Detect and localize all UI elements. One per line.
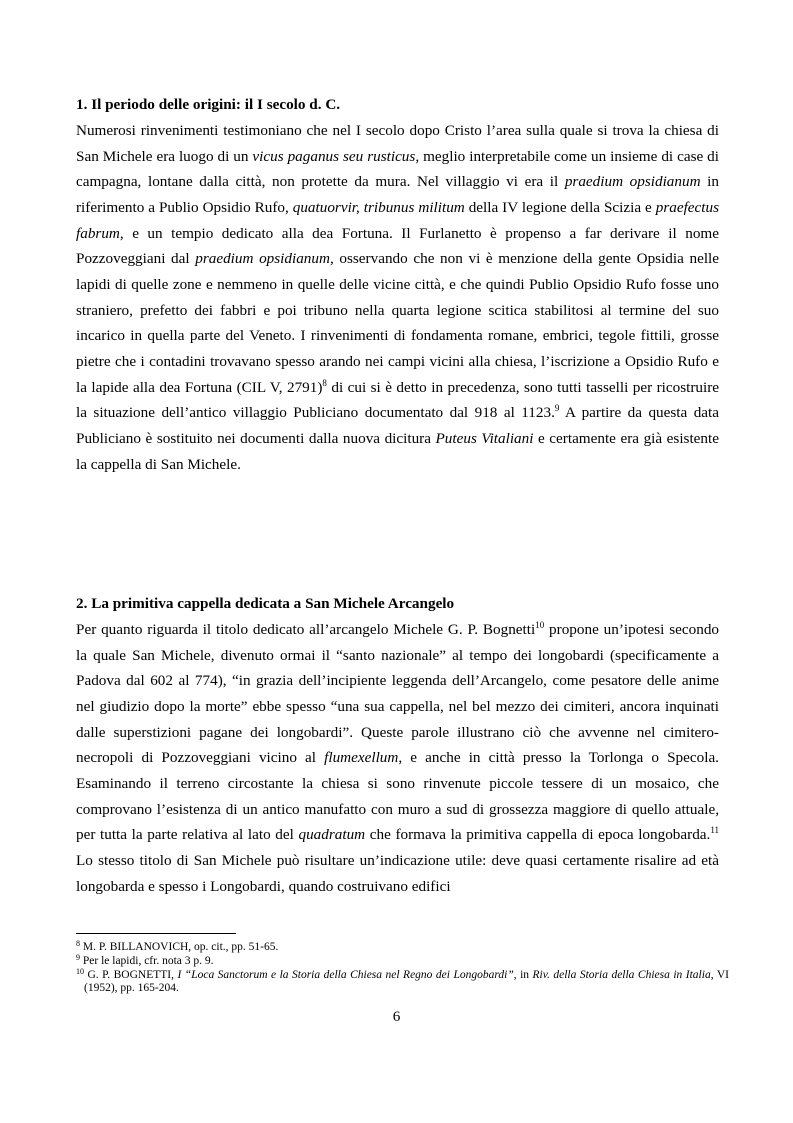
footnote-10: $^{10}$ G. P. BOGNETTI, I “Loca Sanctorum e la Storia della Chiesa nel Regno dei Longobardi”, in Riv. della Storia della Chiesa in Italia, VI (1952), pp. 165-204. [76, 967, 729, 994]
section-2-heading: 2. La primitiva cappella dedicata a San Michele Arcangelo [76, 595, 455, 612]
footnote-ref-9: 9 [554, 403, 560, 414]
section-1-paragraph: Numerosi rinvenimenti testimoniano che nel I secolo dopo Cristo l’area sulla quale si trova la chiesa di San Michele era luogo di un vicus paganus seu rusticus, meglio interpretabile come un insieme di case di campagna, lontane dalla città, non protette da mura. Nel villaggio vi era il praedium opsidianum in riferimento a Publio Opsidio Rufo, quatuorvir, tribunus militum della IV legione della Scizia e praefectus fabrum, e un tempio dedicato alla dea Fortuna. Il Furlanetto è propenso a far derivare il nome Pozzoveggiani dal praedium opsidianum, osservando che non vi è menzione della gente Opsidia nelle lapidi di quelle zone e nemmeno in quelle delle vicine città, e che quindi Publio Opsidio Rufo fosse uno straniero, prefetto dei fabbri e poi tribuno nella quarta legione scitica stabilitosi al termine del suo incarico in quella parte del Veneto. I rinvenimenti di fondamenta romane, embrici, tegole fittili, grosse pietre che i contadini trovavano spesso arando nei campi vicini alla chiesa, l’iscrizione a Opsidio Rufo e la lapide alla dea Fortuna (CIL V, 2791)$^8$ di cui si è detto in precedenza, sono tutti tasselli per ricostruire la situazione dell’antico villaggio Publiciano documentato dal 918 al 1123.$^9$ A partire da questa data Publiciano è sostituito nei documenti dalla nuova dicitura Puteus Vitaliani e certamente era già esistente la cappella di San Michele. [76, 122, 720, 473]
footnote-9: $^9$ Per le lapidi, cfr. nota 3 p. 9. [76, 953, 214, 967]
footnote-ref-8: 8 [322, 377, 327, 388]
footnote-ref-11: 11 [710, 825, 719, 836]
section-1-heading: 1. Il periodo delle origini: il I secolo d. C. [76, 96, 341, 113]
page-number: 6 [392, 1008, 401, 1025]
footnote-ref-10: 10 [535, 620, 545, 630]
footnote-separator [76, 933, 236, 934]
footnote-8: $^8$ M. P. BILLANOVICH, op. cit., pp. 51-65. [76, 939, 279, 953]
section-2-paragraph: Per quanto riguarda il titolo dedicato all’arcangelo Michele G. P. Bognetti$^{10}$ propone un’ipotesi secondo la quale San Michele, divenuto ormai il “santo nazionale” al tempo dei longobardi (specificamente a Padova dal 602 al 774), “in grazia dell’incipiente leggenda dell’Arcangelo, come pesatore delle anime nel giudizio dopo la morte” ebbe spesso “una sua cappella, nel bel mezzo dei cimiteri, ancora inquinati dalle superstizioni pagane dei longobardi”. Queste parole illustrano ciò che avvenne nel cimitero-necropoli di Pozzoveggiani vicino al flumexellum, e anche in città presso la Torlonga o Specola. Esaminando il terreno circostante la chiesa si sono rinvenute piccole tessere di un mosaico, che comprovano l’esistenza di un antico manufatto con muro a sud di grossezza maggiore di quello attuale, per tutta la parte relativa al lato del quadratum che formava la primitiva cappella di epoca longobarda.$^{11}$ Lo stesso titolo di San Michele può risultare un’indicazione utile: deve quasi certamente risalire ad età longobarda e spesso i Longobardi, quando costruivano edifici [76, 620, 720, 895]
